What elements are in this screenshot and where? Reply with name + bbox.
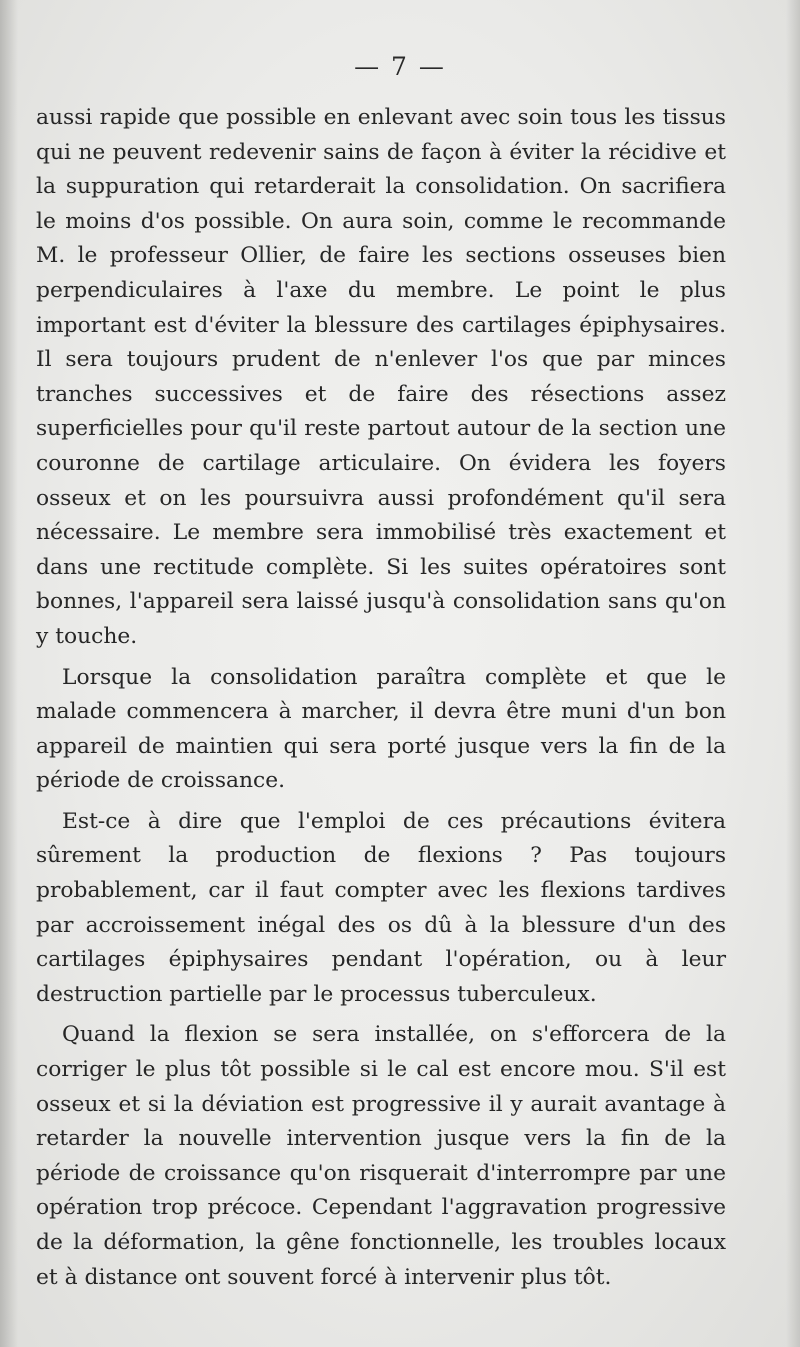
paragraph-correction: Quand la flexion se sera installée, on s'efforcera de la corriger le plus tôt possible si le cal est encore mou. S'il est osseux et si la déviation est progressive il y aurait avantage à retarder la nouvelle intervention jusque vers la fin de la période de croissance qu'on risquerait d'interrompre par une opération trop précoce. Cependant l'aggravation progressive de la déformation, la gêne fonctionnelle, les troubles locaux et à distance ont souvent forcé à intervenir plus tôt. [36,1022,726,1290]
paragraph-continuation: aussi rapide que possible en enlevant avec soin tous les tissus qui ne peuvent redevenir sains de façon à éviter la récidive et la suppuration qui retarderait la consolidation. On sacrifiera le moins d'os possible. On aura soin, comme le recommande M. le professeur Ollier, de faire les sections osseuses bien perpendiculaires à l'axe du membre. Le point le plus important est d'éviter la blessure des cartilages épiphysaires. Il sera toujours prudent de n'enlever l'os que par minces tranches successives et de faire des résections assez superficielles pour qu'il reste partout autour de la section une couronne de cartilage articulaire. On évidera les foyers osseux et on les poursuivra aussi profondément qu'il sera nécessaire. Le membre sera immobilisé très exactement et dans une rectitude complète. Si les suites opératoires sont bonnes, l'appareil sera laissé jusqu'à consolidation sans qu'on y touche. [36,105,726,649]
body-text [36,101,726,1301]
paragraph-consolidation: Lorsque la consolidation paraîtra complète et que le malade commencera à marcher, il devra être muni d'un bon appareil de maintien qui sera porté jusque vers la fin de la période de croissance. [36,664,726,794]
page-number: — 7 — [354,52,446,81]
page-edge-shadow-left [0,0,18,1347]
page-edge-shadow-right [786,0,800,1347]
paragraph-flexions: Est-ce à dire que l'emploi de ces précautions évitera sûrement la production de flexions ? Pas toujours probablement, car il faut compter avec les flexions tardives par accroissement inégal des os dû à la blessure d'un des cartilages épiphysaires pendant l'opération, ou à leur destruction partielle par le processus tuberculeux. [36,808,726,1007]
